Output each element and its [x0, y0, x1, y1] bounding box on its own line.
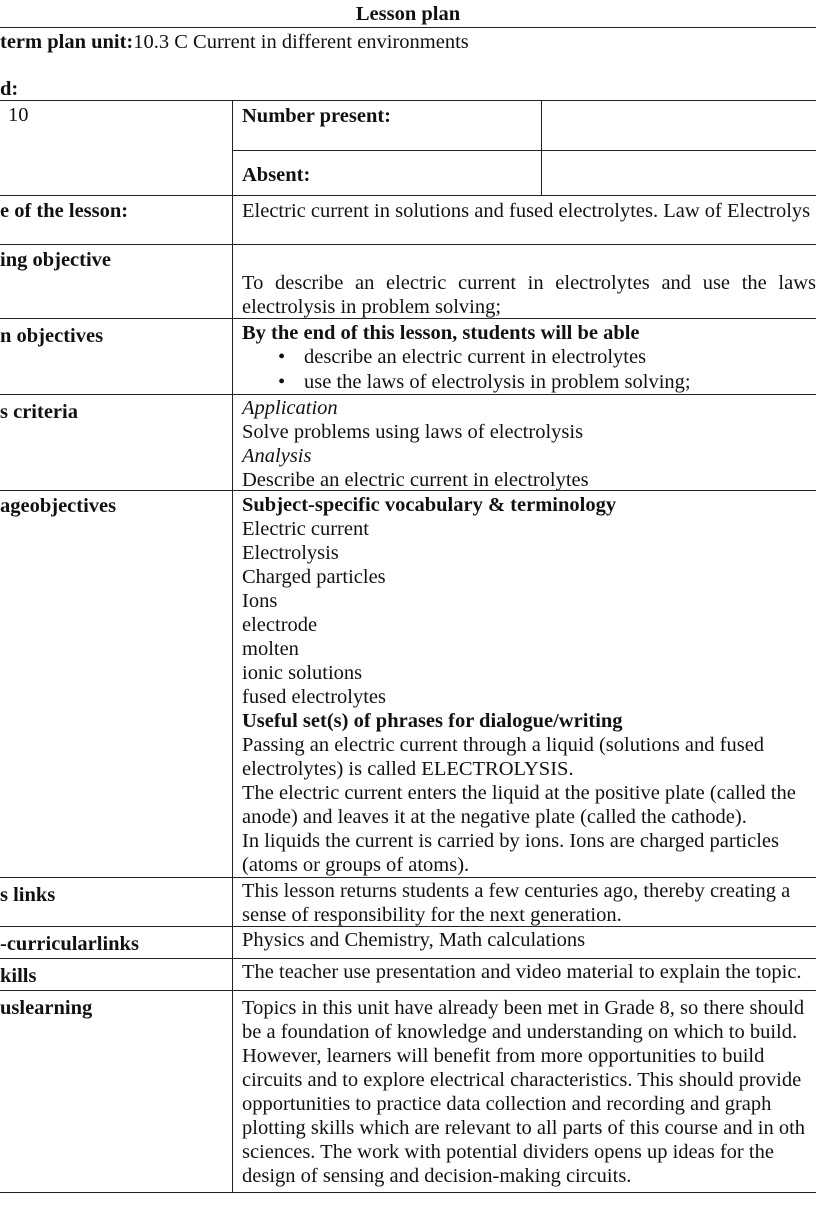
phrase-line: electrolytes) is called ELECTROLYSIS. [242, 758, 574, 780]
ict-skills-label: kills [0, 965, 37, 987]
previous-learning-line: Topics in this unit have already been met in Grade 8, so there should [242, 997, 805, 1019]
assessment-criteria-label: s criteria [0, 401, 78, 423]
previous-learning-line: opportunities to practice data collection and recording and graph [242, 1093, 772, 1115]
rule-learning-top [0, 244, 816, 245]
grade-value: 10 [8, 104, 29, 126]
rule-title [0, 27, 816, 28]
unit-line [0, 30, 469, 54]
criteria-line: Solve problems using laws of electrolysis [242, 421, 584, 443]
vocabulary-term: Electric current [242, 518, 369, 540]
rule-previous-top [0, 990, 816, 991]
lesson-objectives-list [242, 345, 816, 395]
rule-ict-top [0, 958, 816, 959]
rule-grade-top [0, 100, 816, 101]
theme-label: e of the lesson: [0, 200, 129, 222]
list-item [242, 345, 816, 370]
previous-learning-line: circuits and to explore electrical characteristics. This should provide [242, 1069, 802, 1091]
vocabulary-term: molten [242, 638, 299, 660]
list-item [242, 370, 816, 395]
rule-theme-top [0, 195, 816, 196]
criteria-line: Analysis [242, 445, 312, 467]
cross-curricular-label: -curricularlinks [0, 933, 139, 955]
learning-objective-line-1: To describe an electric current in electrolytes and use the laws [242, 272, 816, 294]
vocabulary-term: Ions [242, 590, 278, 612]
phrases-heading: Useful set(s) of phrases for dialogue/writing [242, 710, 623, 732]
phrase-line: Passing an electric current through a liquid (solutions and fused [242, 734, 765, 756]
vocabulary-term: electrode [242, 614, 318, 636]
phrase-line: In liquids the current is carried by ions. Ions are charged particles [242, 830, 779, 852]
page-title: Lesson plan [355, 3, 461, 25]
theme-value: Electric current in solutions and fused electrolytes. Law of Electrolys [242, 200, 811, 222]
phrase-line: anode) and leaves it at the negative plate (called the cathode). [242, 806, 747, 828]
phrase-line: The electric current enters the liquid at the positive plate (called the [242, 782, 796, 804]
objective-text: use the laws of electrolysis in problem solving; [304, 371, 691, 393]
vocabulary-term: ionic solutions [242, 662, 363, 684]
criteria-line: Application [242, 397, 338, 419]
number-present-label: Number present: [242, 105, 391, 127]
date-label: d: [0, 78, 19, 100]
previous-learning-line: plotting skills which are relevant to all parts of this course and in oth [242, 1117, 806, 1139]
absent-label: Absent: [242, 164, 311, 186]
ict-skills-value: The teacher use presentation and video material to explain the topic. [242, 961, 802, 983]
values-line: sense of responsibility for the next generation. [242, 904, 622, 926]
previous-learning-line: design of sensing and decision-making circuits. [242, 1165, 632, 1187]
language-objectives-label: ageobjectives [0, 495, 117, 517]
values-line: This lesson returns students a few centuries ago, thereby creating a [242, 880, 791, 902]
learning-objective-label: ing objective [0, 249, 112, 271]
cross-curricular-value: Physics and Chemistry, Math calculations [242, 929, 586, 951]
previous-learning-line: However, learners will benefit from more opportunities to build [242, 1045, 765, 1067]
rule-present [232, 150, 816, 151]
criteria-line: Describe an electric current in electrolytes [242, 469, 589, 491]
rule-values-top [0, 877, 816, 878]
lesson-objectives-heading: By the end of this lesson, students will be able [242, 322, 640, 344]
previous-learning-line: be a foundation of knowledge and understanding on which to build. [242, 1021, 798, 1043]
objective-text: describe an electric current in electrolytes [304, 346, 647, 368]
lesson-objectives-label: n objectives [0, 325, 104, 347]
column-divider-attendance [541, 100, 542, 195]
previous-learning-label: uslearning [0, 997, 93, 1019]
bullet-icon: • [278, 371, 286, 393]
vocabulary-term: Electrolysis [242, 542, 339, 564]
bullet-icon: • [278, 346, 286, 368]
values-links-label: s links [0, 884, 56, 906]
unit-value: 10.3 C Current in different environments [133, 31, 469, 53]
learning-objective-line-2: electrolysis in problem solving; [242, 296, 502, 318]
column-divider [232, 100, 233, 1192]
previous-learning-line: sciences. The work with potential dividers opens up ideas for the [242, 1141, 774, 1163]
unit-label: term plan unit: [0, 31, 134, 53]
vocabulary-heading: Subject-specific vocabulary & terminology [242, 494, 617, 516]
phrase-line: (atoms or groups of atoms). [242, 854, 470, 876]
vocabulary-term: Charged particles [242, 566, 386, 588]
vocabulary-term: fused electrolytes [242, 686, 387, 708]
rule-bottom [0, 1192, 816, 1193]
